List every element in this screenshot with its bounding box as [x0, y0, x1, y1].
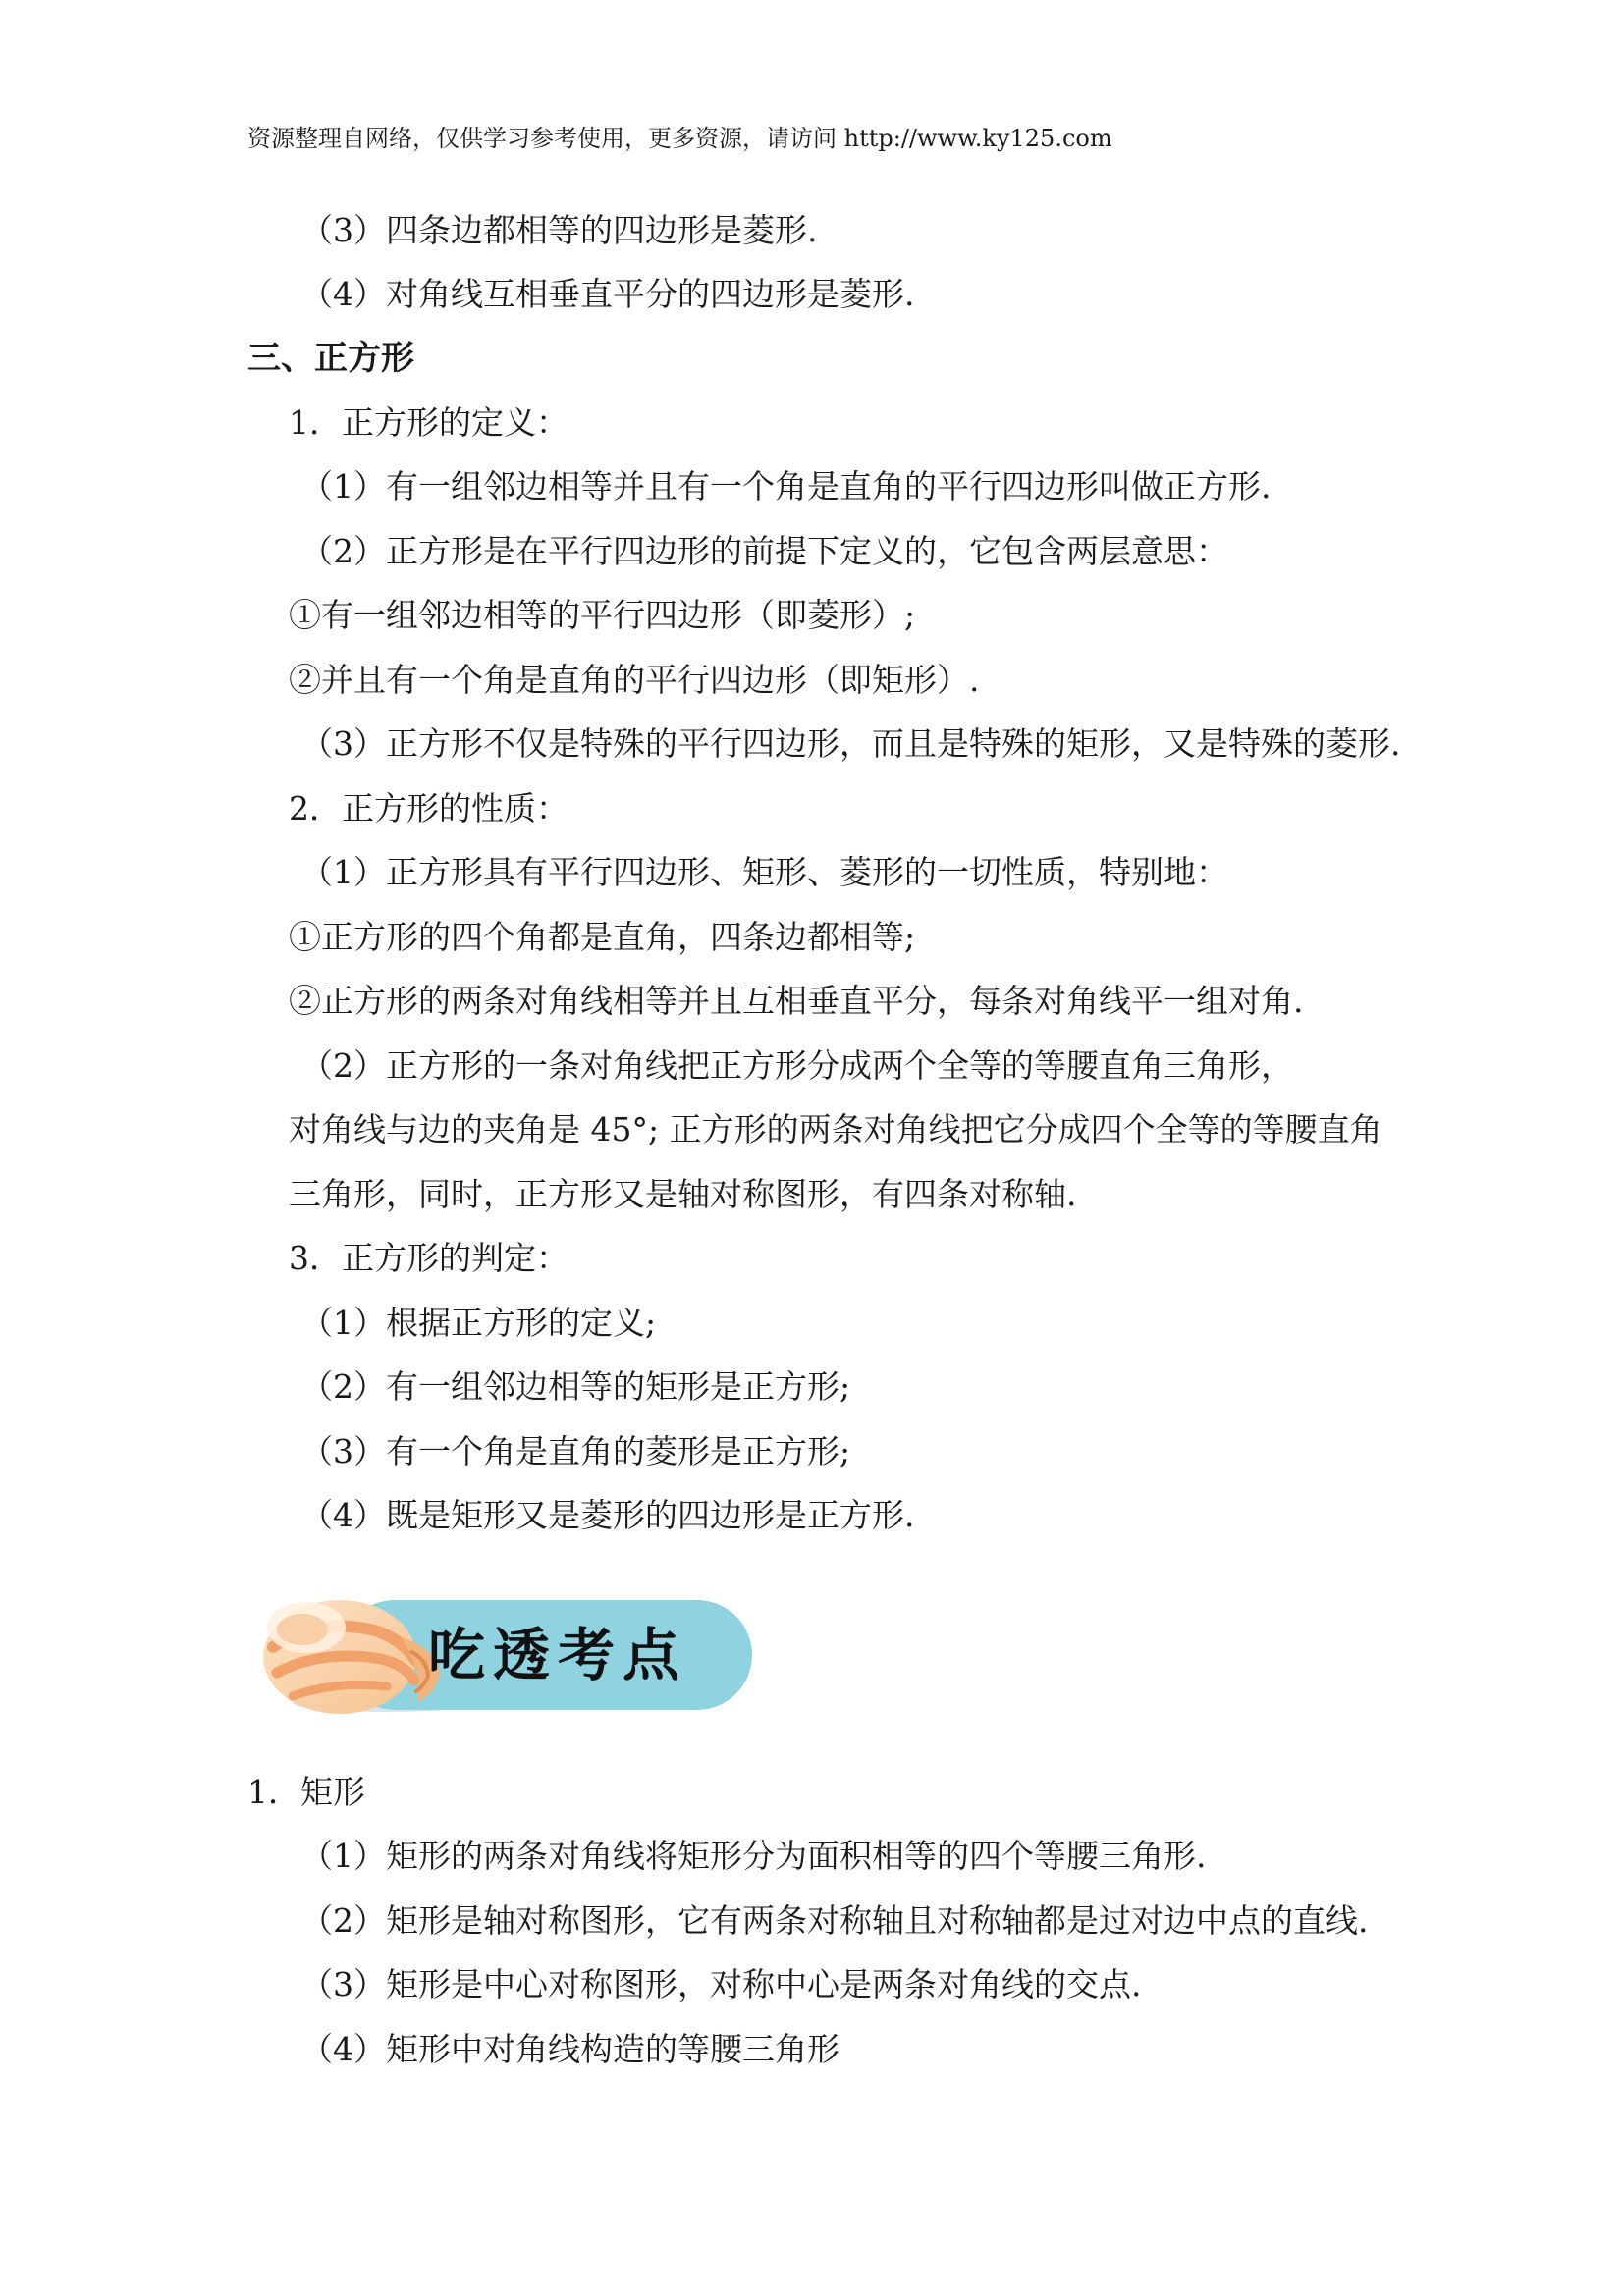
square-definition-1: （1）有一组邻边相等并且有一个角是直角的平行四边形叫做正方形.	[300, 467, 1272, 506]
square-criterion-1: （1）根据正方形的定义;	[300, 1304, 657, 1342]
rhombus-criterion-4: （4）对角线互相垂直平分的四边形是菱形.	[300, 275, 915, 313]
page-header: 资源整理自网络，仅供学习参考使用，更多资源，请访问 http://www.ky125.com	[247, 125, 1112, 152]
rectangle-point-4: （4）矩形中对角线构造的等腰三角形	[300, 2030, 839, 2068]
rectangle-point-2: （2）矩形是轴对称图形，它有两条对称轴且对称轴都是过对边中点的直线.	[300, 1901, 1369, 1940]
square-criterion-4: （4）既是矩形又是菱形的四边形是正方形.	[300, 1496, 915, 1534]
square-property-1b: ②正方形的两条对角线相等并且互相垂直平分，每条对角线平一组对角.	[289, 982, 1304, 1020]
rectangle-point-1: （1）矩形的两条对角线将矩形分为面积相等的四个等腰三角形.	[300, 1837, 1207, 1875]
rectangle-point-3: （3）矩形是中心对称图形，对称中心是两条对角线的交点.	[300, 1965, 1142, 2003]
square-property-2: （2）正方形的一条对角线把正方形分成两个全等的等腰直角三角形，	[300, 1046, 1293, 1085]
square-property-2-cont: 对角线与边的夹角是 45°; 正方形的两条对角线把它分成四个全等的等腰直角	[289, 1110, 1382, 1148]
square-criterion-3: （3）有一个角是直角的菱形是正方形;	[300, 1432, 851, 1470]
square-property-2-cont2: 三角形，同时，正方形又是轴对称图形，有四条对称轴.	[289, 1175, 1077, 1213]
square-definition-2b: ②并且有一个角是直角的平行四边形（即矩形）.	[289, 661, 980, 699]
square-property-1: （1）正方形具有平行四边形、矩形、菱形的一切性质，特别地：	[300, 853, 1228, 891]
rhombus-criterion-3: （3）四条边都相等的四边形是菱形.	[300, 211, 818, 249]
square-property-1a: ①正方形的四个角都是直角，四条边都相等;	[289, 918, 916, 956]
square-definition-2a: ①有一组邻边相等的平行四边形（即菱形）;	[289, 596, 916, 634]
square-definition-3: （3）正方形不仅是特殊的平行四边形，而且是特殊的矩形，又是特殊的菱形.	[300, 724, 1401, 763]
square-definition-2: （2）正方形是在平行四边形的前提下定义的，它包含两层意思：	[300, 532, 1228, 570]
square-criterion-2: （2）有一组邻边相等的矩形是正方形;	[300, 1367, 851, 1406]
square-definition-heading: 1．正方形的定义：	[289, 403, 568, 442]
seashell-icon	[253, 1578, 450, 1722]
square-criteria-heading: 3．正方形的判定：	[289, 1239, 568, 1277]
banner-title: 吃透考点	[428, 1622, 688, 1688]
section-title-square: 三、正方形	[247, 339, 414, 378]
rectangle-heading: 1．矩形	[247, 1773, 365, 1811]
square-properties-heading: 2．正方形的性质：	[289, 789, 568, 828]
key-points-banner	[253, 1578, 774, 1722]
